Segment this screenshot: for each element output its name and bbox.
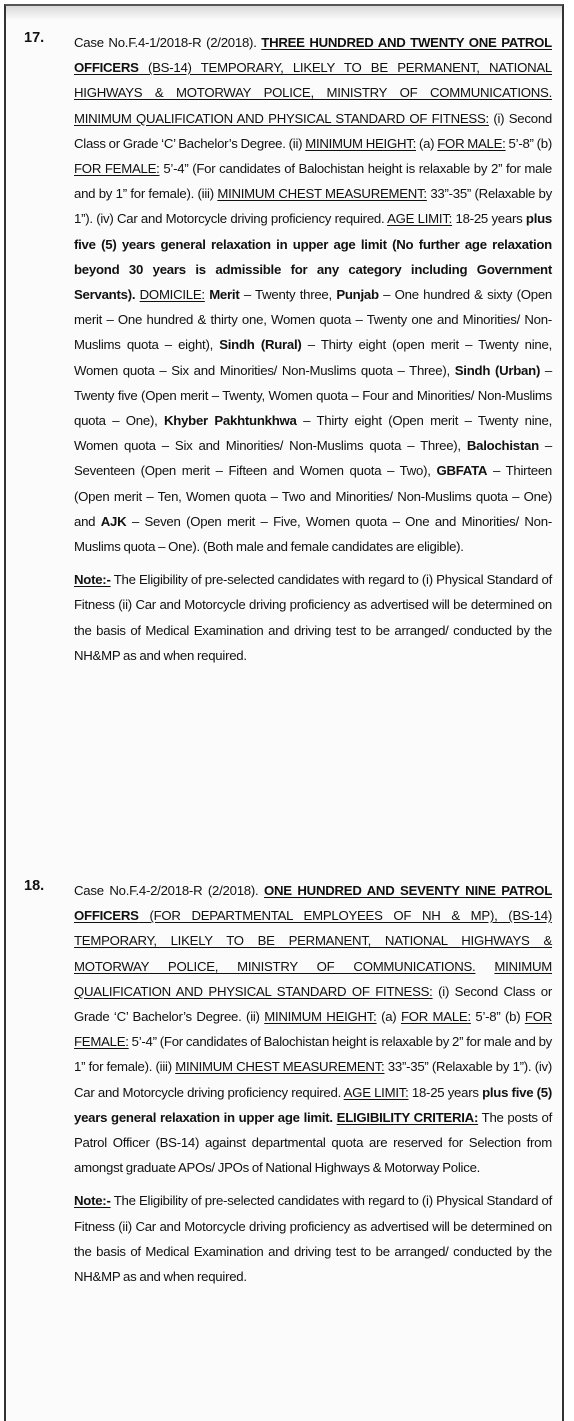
advertisement-page bbox=[4, 4, 564, 1421]
gbfata-label: GBFATA bbox=[436, 463, 488, 479]
age-limit-label: AGE LIMIT: bbox=[343, 1084, 409, 1100]
punjab-value: – One hundred & sixty (Open merit – One hundred & thirty one, Women quota – Twenty one and Minorities/ Non-Muslims quota – eight), bbox=[74, 287, 552, 353]
height-sub-a: (a) bbox=[416, 135, 438, 151]
gbfata-value: – Thirteen (Open merit – Ten, Women quota – Two and Minorities/ Non-Muslims quota – One) and bbox=[74, 463, 552, 529]
item-description bbox=[74, 30, 552, 559]
sindh-urban-label: Sindh (Urban) bbox=[454, 362, 541, 378]
merit-value: – Twenty three, bbox=[239, 287, 337, 303]
chest-value: 33”-35” (Relaxable by 1”). (iv) Car and Motorcycle driving proficiency required. bbox=[74, 186, 552, 227]
ajk-value: – Seven (Open merit – Five, Women quota – One and Minorities/ Non-Muslims quota – One). (Both male and female candidates are eligible). bbox=[74, 513, 552, 555]
eligibility-label: ELIGIBILITY CRITERIA: bbox=[336, 1109, 479, 1125]
height-label: MINIMUM HEIGHT: bbox=[264, 1009, 377, 1025]
qualification-text: (i) Second Class or Grade ‘C’ Bachelor’s Degree. (ii) bbox=[74, 110, 552, 151]
sindh-rural-label: Sindh (Rural) bbox=[219, 337, 302, 353]
male-label: FOR MALE: bbox=[437, 135, 506, 151]
item-body bbox=[74, 878, 552, 1289]
female-height: 5’-4” (For candidates of Balochistan height is relaxable by 2” for male and by 1” for female). (iii) bbox=[74, 1034, 552, 1075]
qualification-label: MINIMUM QUALIFICATION AND PHYSICAL STANDARD OF FITNESS: bbox=[74, 958, 552, 999]
balochistan-value: – Seventeen (Open merit – Fifteen and Women quota – Two), bbox=[74, 438, 552, 479]
scale-tenure: (FOR DEPARTMENTAL EMPLOYEES OF NH & MP), (BS-14) TEMPORARY, LIKELY TO BE PERMANENT, NATIONAL HIGHWAYS & MOTORWAY POLICE, MINISTRY OF COMMUNICATIONS. bbox=[74, 908, 552, 974]
sindh-urban-value: – Twenty five (Open merit – Twenty, Women quota – Four and Minorities/ Non-Muslims quota – One), bbox=[74, 362, 553, 429]
age-limit-label: AGE LIMIT: bbox=[387, 211, 453, 227]
age-limit-value: 18-25 years bbox=[452, 211, 526, 227]
eligibility-text: The posts of Patrol Officer (BS-14) against departmental quota are reserved for Selection from amongst graduate APOs/ JPOs of National Highways & Motorway Police. bbox=[74, 1109, 553, 1176]
merit-label: Merit bbox=[204, 287, 240, 303]
height-label: MINIMUM HEIGHT: bbox=[305, 135, 416, 151]
chest-label: MINIMUM CHEST MEASUREMENT: bbox=[175, 1059, 385, 1075]
item-note bbox=[74, 1188, 552, 1289]
item-body bbox=[74, 30, 552, 668]
kp-label: Khyber Pakhtunkhwa bbox=[163, 413, 297, 429]
page-top-edge bbox=[6, 6, 562, 20]
item-note bbox=[74, 567, 552, 668]
item-number: 18. bbox=[24, 878, 45, 894]
qualification-label: MINIMUM QUALIFICATION AND PHYSICAL STANDARD OF FITNESS: bbox=[74, 110, 489, 126]
female-label: FOR FEMALE: bbox=[74, 1009, 552, 1050]
chest-value: 33”-35” (Relaxable by 1”). (iv) Car and Motorcycle driving proficiency required. bbox=[74, 1059, 553, 1100]
female-height: 5’-4” (For candidates of Balochistan height is relaxable by 2” for male and by 1” for female). (iii) bbox=[74, 161, 552, 202]
male-label: FOR MALE: bbox=[400, 1009, 471, 1025]
post-title: ONE HUNDRED AND SEVENTY NINE PATROL OFFICERS bbox=[74, 883, 552, 924]
height-sub-a: (a) bbox=[376, 1009, 401, 1025]
kp-value: – Thirty eight (Open merit – Twenty nine, Women quota – Six and Minorities/ Non-Muslims quota – Three), bbox=[74, 413, 553, 454]
note-label: Note:- bbox=[74, 572, 111, 588]
item-description bbox=[74, 878, 552, 1180]
scale-tenure: (BS-14) TEMPORARY, LIKELY TO BE PERMANENT, NATIONAL HIGHWAYS & MOTORWAY POLICE, MINISTRY OF COMMUNICATIONS. bbox=[74, 60, 552, 101]
age-relaxation: plus five (5) years general relaxation in upper age limit (No further age relaxation beyond 30 years is admissible for any category including Government Servants). bbox=[74, 211, 553, 303]
age-limit-value: 18-25 years bbox=[408, 1084, 483, 1100]
item-number: 17. bbox=[24, 30, 45, 46]
note-text: The Eligibility of pre-selected candidates with regard to (i) Physical Standard of Fitness (ii) Car and Motorcycle driving proficiency as advertised will be determined on the basis of Medical Examination and driving test to be arranged/ conducted by the NH&MP as and when required. bbox=[74, 1193, 552, 1285]
sindh-rural-value: – Thirty eight (open merit – Twenty nine, Women quota – Six and Minorities/ Non-Muslims quota – Three), bbox=[74, 337, 552, 378]
male-height: 5’-8” (b) bbox=[505, 135, 552, 151]
qualification-text: (i) Second Class or Grade ‘C’ Bachelor’s Degree. (ii) bbox=[74, 983, 553, 1025]
ajk-label: AJK bbox=[100, 513, 127, 529]
note-text: The Eligibility of pre-selected candidates with regard to (i) Physical Standard of Fitness (ii) Car and Motorcycle driving proficiency as advertised will be determined on the basis of Medical Examination and driving test to be arranged/ conducted by the NH&MP as and when required. bbox=[74, 572, 552, 663]
case-reference: Case No.F.4-2/2018-R (2/2018). bbox=[74, 883, 265, 898]
post-title: THREE HUNDRED AND TWENTY ONE PATROL OFFICERS bbox=[74, 35, 552, 76]
case-reference: Case No.F.4-1/2018-R (2/2018). bbox=[74, 35, 262, 50]
female-label: FOR FEMALE: bbox=[74, 161, 160, 177]
chest-label: MINIMUM CHEST MEASUREMENT: bbox=[217, 186, 427, 202]
balochistan-label: Balochistan bbox=[466, 438, 539, 454]
punjab-label: Punjab bbox=[336, 287, 379, 303]
note-label: Note:- bbox=[74, 1193, 111, 1209]
male-height: 5’-8” (b) bbox=[470, 1009, 525, 1025]
domicile-label: DOMICILE: bbox=[139, 287, 205, 303]
age-relaxation: plus five (5) years general relaxation in upper age limit. bbox=[74, 1084, 553, 1125]
